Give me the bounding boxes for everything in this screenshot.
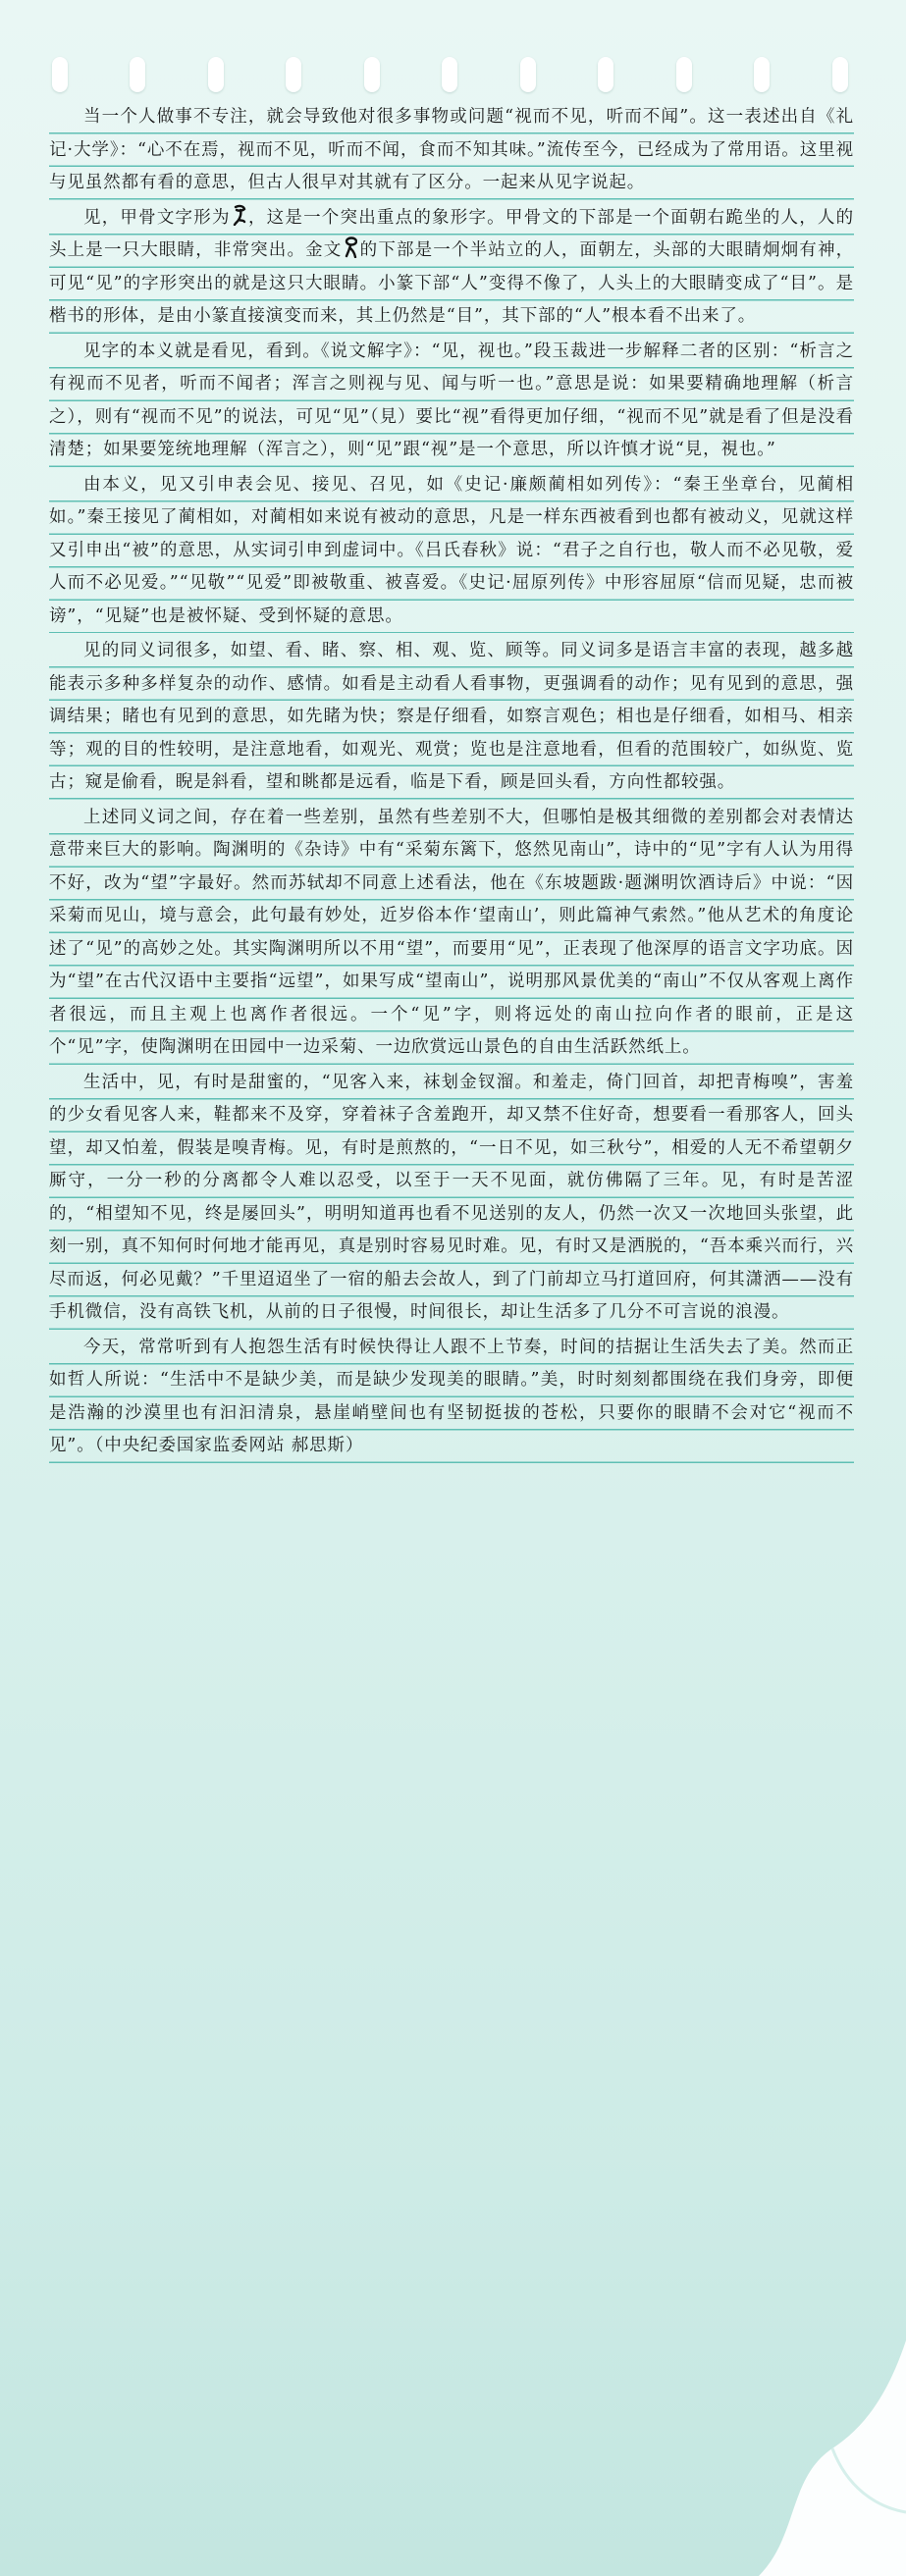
- paragraph-text: 今天，常常听到有人抱怨生活有时候快得让人跟不上节奏，时间的拮据让生活失去了美。然而正如哲人所说：“生活中不是缺少美，而是缺少发现美的眼睛。”美，时时刻刻都围绕在我们身旁，即便是浩瀚的沙漠里也有汩汩清泉，悬崖峭壁间也有坚韧挺拔的苍松，只要你的眼睛不会对它“视而不见”。（中央纪委国家监委网站 郝思斯）: [49, 1337, 854, 1455]
- article-body: [49, 101, 854, 1465]
- binder-hole-icon: [754, 57, 770, 92]
- article-paragraph: [49, 469, 854, 634]
- article-paragraph: [49, 802, 854, 1065]
- page-curl-icon: [739, 2340, 906, 2576]
- paragraph-text: 生活中，见，有时是甜蜜的，“见客入来，袜刬金钗溜。和羞走，倚门回首，却把青梅嗅”，害羞的少女看见客人来，鞋都来不及穿，穿着袜子含羞跑开，却又禁不住好奇，想要看一看那客人，回头望，却又怕羞，假装是嗅青梅。见，有时是煎熬的，“一日不见，如三秋兮”，相爱的人无不希望朝夕厮守，一分一秒的分离都令人难以忍受，以至于一天不见面，就仿佛隔了三年。见，有时是苦涩的，“相望知不见，终是屡回头”，明明知道再也看不见送别的友人，仍然一次又一次地回头张望，此刻一别，真不知何时何地才能再见，真是别时容易见时难。见，有时又是洒脱的，“吾本乘兴而行，兴尽而返，何必见戴？”千里迢迢坐了一宿的船去会故人，到了门前却立马打道回府，何其潇洒——没有手机微信，没有高铁飞机，从前的日子很慢，时间很长，却让生活多了几分不可言说的浪漫。: [49, 1072, 854, 1322]
- binder-hole-icon: [598, 57, 613, 92]
- binder-hole-icon: [130, 57, 145, 92]
- binder-hole-icon: [520, 57, 536, 92]
- paragraph-text: 当一个人做事不专注，就会导致他对很多事物或问题“视而不见，听而不闻”。这一表述出自《礼记·大学》：“心不在焉，视而不见，听而不闻，食而不知其味。”流传至今，已经成为了常用语。这里视与见虽然都有看的意思，但古人很早对其就有了区分。一起来从见字说起。: [49, 107, 854, 192]
- binder-holes: [0, 57, 906, 96]
- article-paragraph: [49, 202, 854, 334]
- bronze-jian-glyph: [344, 237, 357, 258]
- binder-hole-icon: [832, 57, 848, 92]
- paragraph-text: 见的同义词很多，如望、看、睹、察、相、观、览、顾等。同义词多是语言丰富的表现，越多越能表示多种多样复杂的动作、感情。如看是主动看人看事物，更强调看的动作；见有见到的意思，强调结果；睹也有见到的意思，如先睹为快；察是仔细看，如察言观色；相也是仔细看，如相马、相亲等；观的目的性较明，是注意地看，如观光、观赏；览也是注意地看，但看的范围较广，如纵览、览古；窥是偷看，睨是斜看，望和眺都是远看，临是下看，顾是回头看，方向性都较强。: [49, 641, 854, 792]
- oracle-bone-jian-glyph: [233, 204, 246, 226]
- article-paragraph: [49, 336, 854, 467]
- binder-hole-icon: [286, 57, 301, 92]
- article-paragraph: [49, 101, 854, 200]
- binder-hole-icon: [364, 57, 380, 92]
- article-paragraph: [49, 635, 854, 800]
- paragraph-text: 见，甲骨文字形为: [83, 207, 231, 228]
- paragraph-text: 见字的本义就是看见，看到。《说文解字》：“见，视也。”段玉裁进一步解释二者的区别：“析言之有视而不见者，听而不闻者；浑言之则视与见、闻与听一也。”意思是说：如果要精确地理解（析言之），则有“视而不见”的说法，可见“见”（見）要比“视”看得更加仔细，“视而不见”就是看了但是没看清楚；如果要笼统地理解（浑言之），则“见”跟“视”是一个意思，所以许慎才说“見，視也。”: [49, 341, 854, 459]
- paragraph-text: 上述同义词之间，存在着一些差别，虽然有些差别不大，但哪怕是极其细微的差别都会对表情达意带来巨大的影响。陶渊明的《杂诗》中有“采菊东篱下，悠然见南山”，诗中的“见”字有人认为用得不好，改为“望”字最好。然而苏轼却不同意上述看法，他在《东坡题跋·题渊明饮酒诗后》中说：“因采菊而见山，境与意会，此句最有妙处，近岁俗本作‘望南山’，则此篇神气索然。”他从艺术的角度论述了“见”的高妙之处。其实陶渊明所以不用“望”，而要用“见”，正表现了他深厚的语言文字功底。因为“望”在古代汉语中主要指“远望”，如果写成“望南山”，说明那风景优美的“南山”不仅从客观上离作者很远，而且主观上也离作者很远。一个“见”字，则将远处的南山拉向作者的眼前，正是这个“见”字，使陶渊明在田园中一边采菊、一边欣赏远山景色的自由生活跃然纸上。: [49, 807, 854, 1057]
- binder-hole-icon: [52, 57, 68, 92]
- binder-hole-icon: [208, 57, 224, 92]
- article-paragraph: [49, 1067, 854, 1330]
- article-paragraph: [49, 1332, 854, 1463]
- paragraph-text: 由本义，见又引申表会见、接见、召见，如《史记·廉颇蔺相如列传》：“秦王坐章台，见蔺相如。”秦王接见了蔺相如，对蔺相如来说有被动的意思，凡是一样东西被看到也都有被动义，见就这样又引申出“被”的意思，从实词引申到虚词中。《吕氏春秋》说：“君子之自行也，敬人而不必见敬，爱人而不必见爱。”“见敬”“见爱”即被敬重、被喜爱。《史记·屈原列传》中形容屈原“信而见疑，忠而被谤”，“见疑”也是被怀疑、受到怀疑的意思。: [49, 474, 854, 626]
- binder-hole-icon: [442, 57, 457, 92]
- paragraph-text: 的下部是一个半站立的人，面朝左，头部的大眼睛炯炯有神，可见“见”的字形突出的就是这只大眼睛。小篆下部“人”变得不像了，人头上的大眼睛变成了“目”。是楷书的形体，是由小篆直接演变而来，其上仍然是“目”，其下部的“人”根本看不出来了。: [49, 240, 854, 326]
- binder-hole-icon: [676, 57, 692, 92]
- paragraph-text: ，这是一个突出重点的象形字。甲骨文的下部是一个面朝右跪坐的人，人的头上是一只大眼睛，非常突出。金文: [49, 207, 855, 260]
